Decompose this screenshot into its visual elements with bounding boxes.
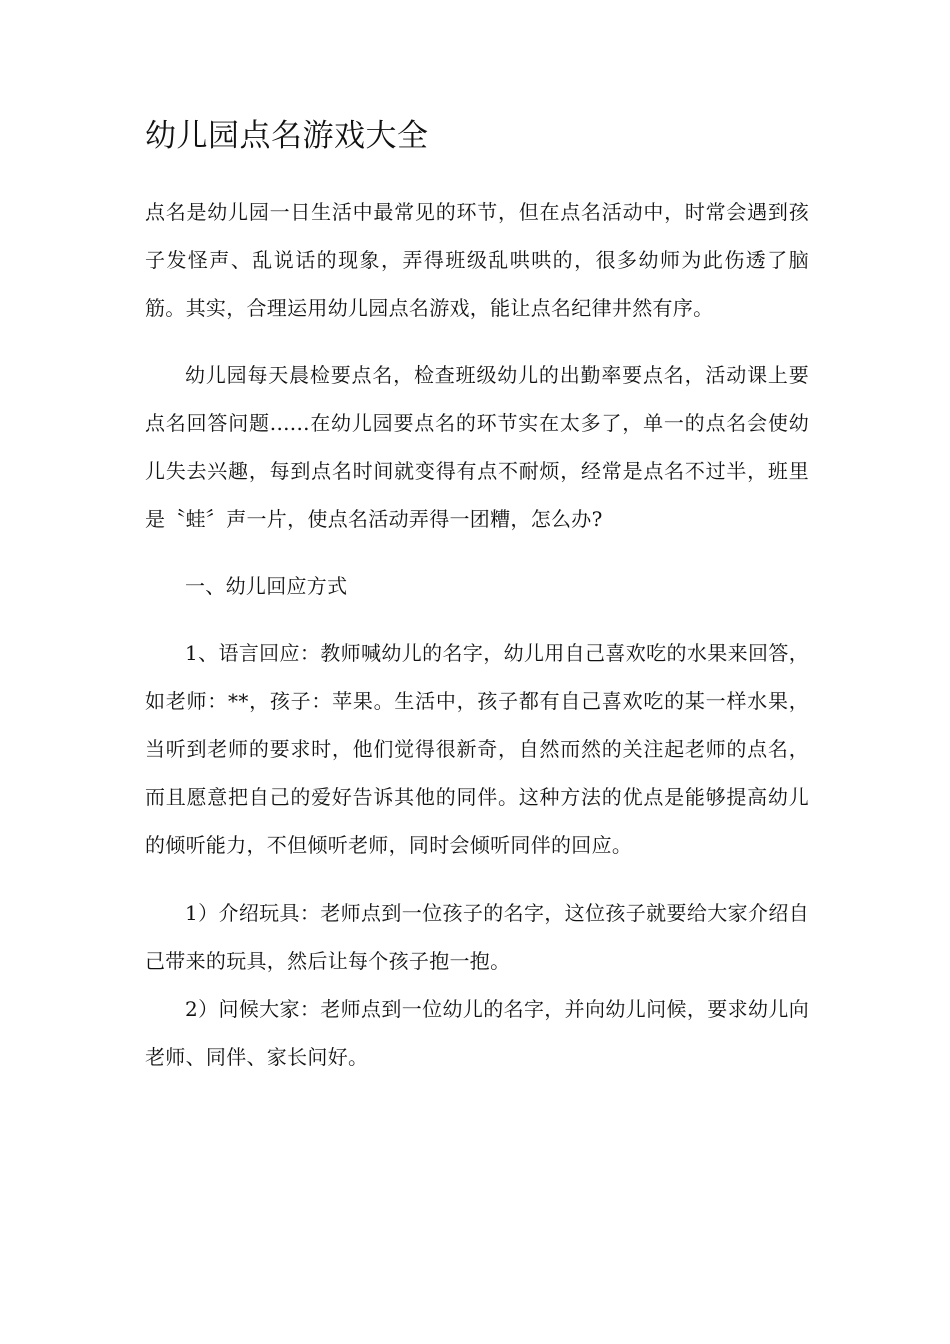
method-paragraph: 1、语言回应：教师喊幼儿的名字，幼儿用自己喜欢吃的水果来回答，如老师：**，孩子：苹果。生活中，孩子都有自己喜欢吃的某一样水果，当听到老师的要求时，他们觉得很新奇，自然而然的关注起老师的点名，而且愿意把自己的爱好告诉其他的同伴。这种方法的优点是能够提高幼儿的倾听能力，不但倾听老师，同时会倾听同伴的回应。 xyxy=(145,641,809,857)
section-heading: 一、幼儿回应方式 xyxy=(185,574,348,598)
document-body xyxy=(145,112,809,1081)
list-item-greetings: 2）问候大家：老师点到一位幼儿的名字，并向幼儿问候，要求幼儿向老师、同伴、家长问好。 xyxy=(145,997,809,1069)
background-paragraph: 幼儿园每天晨检要点名，检查班级幼儿的出勤率要点名，活动课上要点名回答问题......在幼儿园要点名的环节实在太多了，单一的点名会使幼儿失去兴趣，每到点名时间就变得有点不耐烦，经常是点名不过半，班里是〝蛙〞声一片，使点名活动弄得一团糟，怎么办? xyxy=(145,363,809,531)
document-title: 幼儿园点名游戏大全 xyxy=(145,118,429,154)
list-item-toys: 1）介绍玩具：老师点到一位孩子的名字，这位孩子就要给大家介绍自己带来的玩具，然后让每个孩子抱一抱。 xyxy=(145,901,809,973)
intro-paragraph: 点名是幼儿园一日生活中最常见的环节，但在点名活动中，时常会遇到孩子发怪声、乱说话的现象，弄得班级乱哄哄的，很多幼师为此伤透了脑筋。其实，合理运用幼儿园点名游戏，能让点名纪律井然有序。 xyxy=(145,200,809,320)
